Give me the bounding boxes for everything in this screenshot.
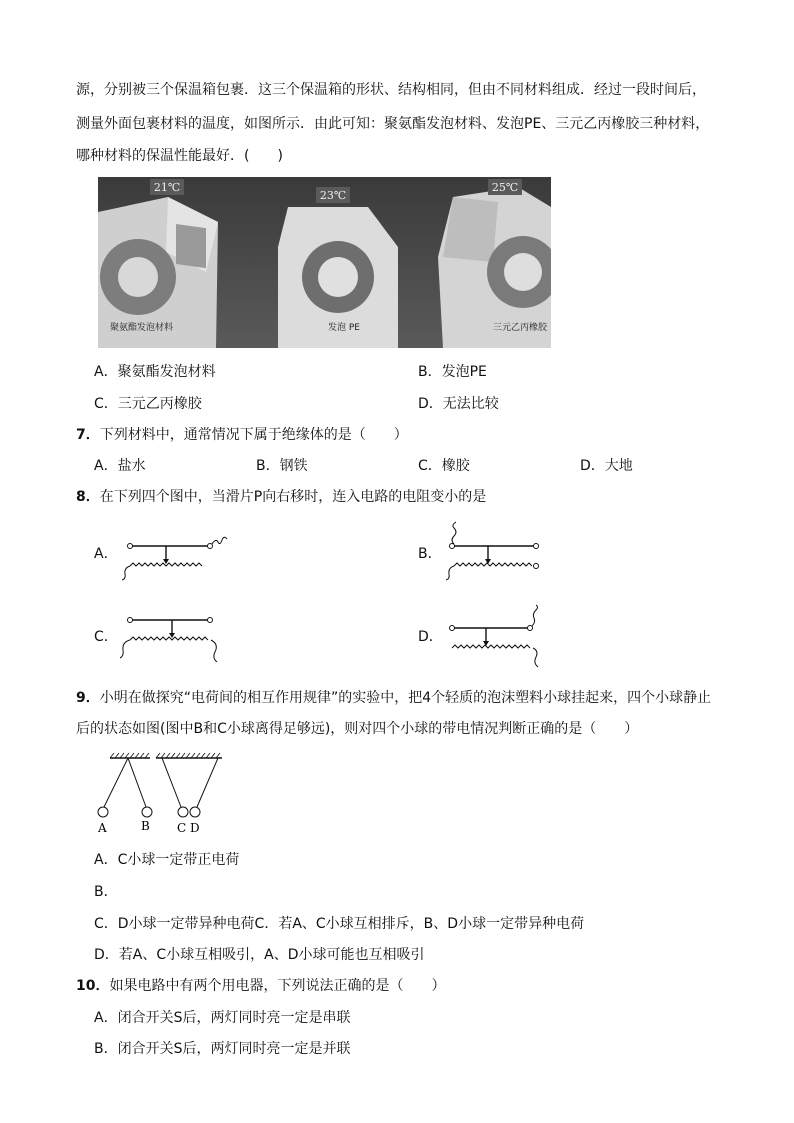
ball-label-a: A [98, 821, 107, 835]
q6-text-line1: 源，分别被三个保温箱包裹．这三个保温箱的形状、结构相同，但由不同材料组成．经过一段时间后， [76, 82, 706, 98]
q7-option-b: B．钢铁 [256, 458, 308, 474]
ball-label-cd: C D [177, 821, 200, 835]
q9-text-line1: 小明在做探究“电荷间的相互作用规律”的实验中，把4个轻质的泡沫塑料小球挂起来，四个小球静止 [99, 690, 712, 706]
q10-number: 10． [76, 978, 110, 994]
material-label-left: 聚氨酯发泡材料 [110, 323, 174, 333]
temp-label-middle: 23℃ [319, 189, 347, 202]
material-label-middle: 发泡 PE [328, 323, 360, 333]
rheostat-figure-c [118, 610, 230, 672]
rheostat-figure-b [440, 520, 552, 588]
q10-option-b: B．闭合开关S后，两灯同时亮一定是并联 [94, 1041, 351, 1057]
q7-stem [76, 425, 408, 445]
q8-text: 在下列四个图中，当滑片P向右移时，连入电路的电阻变小的是 [99, 489, 487, 505]
q8-label-c: C． [94, 629, 118, 645]
q10-option-a: A．闭合开关S后，两灯同时亮一定是串联 [94, 1010, 351, 1026]
q7-number: 7． [76, 427, 100, 443]
q6-text-line3: 哪种材料的保温性能最好．( ) [76, 148, 283, 164]
q6-option-d: D．无法比较 [418, 396, 499, 412]
q8-label-a: A． [94, 546, 118, 562]
q9-stem-line1 [76, 688, 711, 708]
rheostat-figure-a [118, 528, 230, 588]
q9-text-line2: 后的状态如图(图中B和C小球离得足够远)，则对四个小球的带电情况判断正确的是（ ） [76, 721, 639, 737]
q7-text: 下列材料中，通常情况下属于绝缘体的是（ ） [99, 427, 408, 443]
q10-stem [76, 976, 445, 996]
q6-text-line2: 测量外面包裹材料的温度，如图所示．由此可知：聚氨酯发泡材料、发泡PE、三元乙丙橡胶三种材料， [76, 116, 710, 132]
q6-option-c: C．三元乙丙橡胶 [94, 396, 202, 412]
q9-option-a: A．C小球一定带正电荷 [94, 852, 240, 868]
q7-option-d: D．大地 [580, 458, 633, 474]
q8-label-d: D． [418, 629, 443, 645]
q8-stem [76, 487, 486, 507]
q8-label-b: B． [418, 546, 442, 562]
temp-label-right: 25℃ [491, 181, 519, 194]
material-label-right: 三元乙丙橡胶 [493, 323, 548, 333]
q9-option-b: B． [94, 884, 118, 900]
insulation-boxes-photo [98, 177, 551, 348]
q8-number: 8． [76, 489, 100, 505]
q7-option-c: C．橡胶 [418, 458, 470, 474]
q6-option-a: A．聚氨酯发泡材料 [94, 364, 216, 380]
ball-label-b: B [141, 819, 150, 833]
q10-text: 如果电路中有两个用电器，下列说法正确的是（ ） [109, 978, 446, 994]
hanging-balls-figure [90, 752, 230, 838]
q9-number: 9． [76, 690, 100, 706]
temp-label-left: 21℃ [153, 181, 181, 194]
q9-option-c: C．D小球一定带异种电荷C．若A、C小球互相排斥，B、D小球一定带异种电荷 [94, 916, 585, 932]
q9-option-d: D．若A、C小球互相吸引，A、D小球可能也互相吸引 [94, 947, 425, 963]
q7-option-a: A．盐水 [94, 458, 146, 474]
rheostat-figure-d [440, 604, 552, 672]
q6-option-b: B．发泡PE [418, 364, 487, 380]
